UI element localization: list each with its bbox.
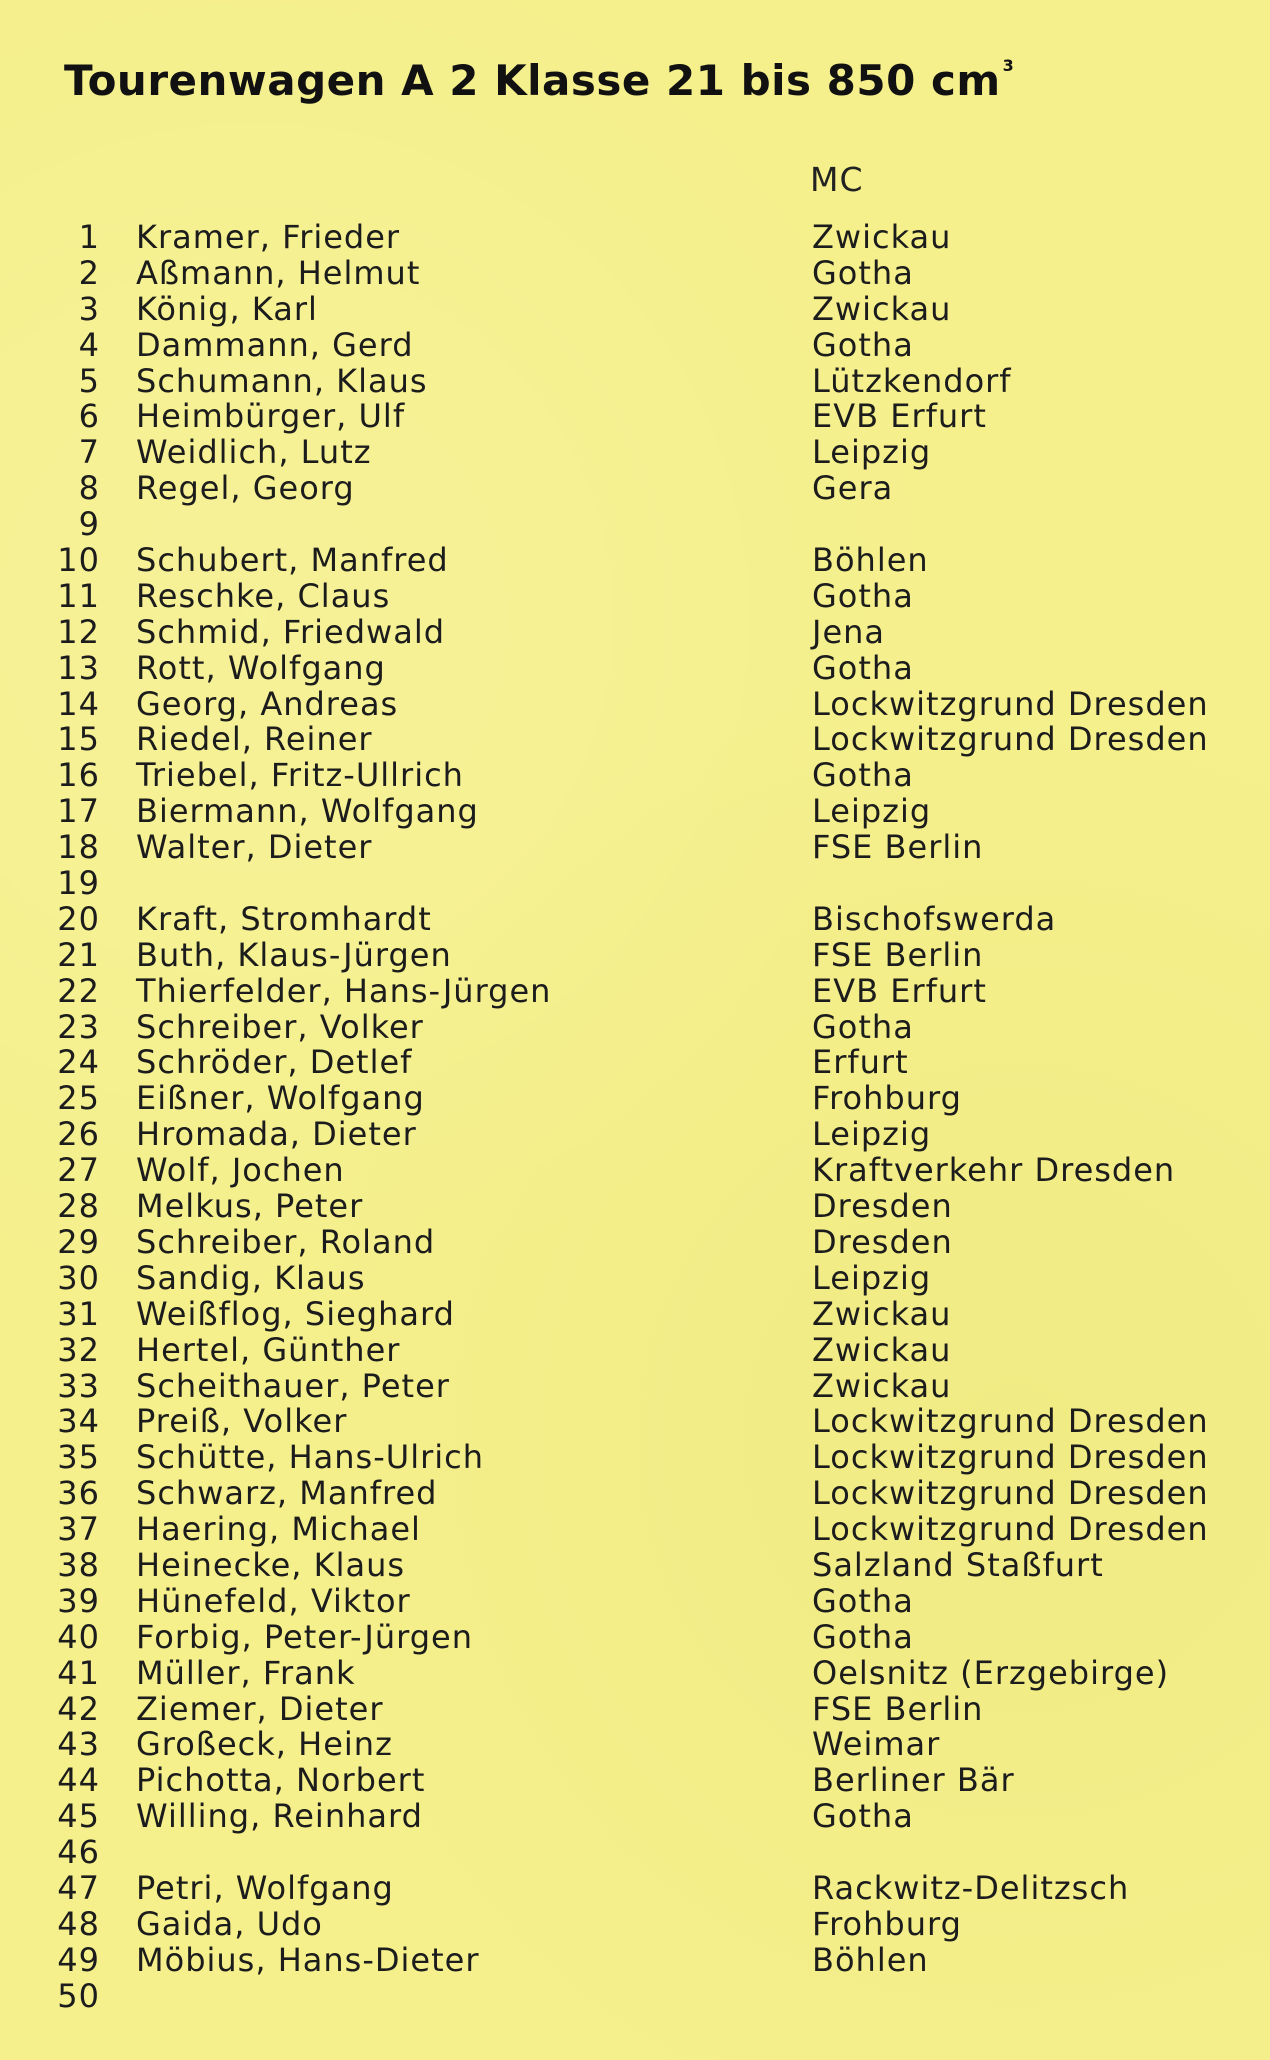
driver-name: Forbig, Peter-Jürgen: [136, 1617, 473, 1656]
driver-name: Schubert, Manfred: [136, 541, 449, 580]
driver-name: Kraft, Stromhardt: [136, 899, 432, 938]
driver-name: Großeck, Heinz: [136, 1725, 393, 1764]
club-name: FSE Berlin: [812, 828, 984, 867]
driver-name: Reschke, Claus: [136, 576, 391, 615]
driver-name: Petri, Wolfgang: [136, 1868, 394, 1907]
club-name: Jena: [812, 612, 886, 651]
entry-number: 19: [57, 864, 100, 903]
list-item: [0, 1653, 1270, 1692]
list-item: [0, 435, 1270, 471]
list-item: [0, 289, 1270, 328]
entry-number: 41: [57, 1653, 100, 1692]
entry-number: 15: [57, 720, 100, 759]
list-item: [0, 1294, 1270, 1333]
club-name: FSE Berlin: [812, 935, 984, 974]
list-item: [0, 1189, 1270, 1225]
club-name: Oelsnitz (Erzgebirge): [812, 1653, 1170, 1692]
entry-number: 47: [57, 1868, 100, 1907]
club-name: Gotha: [812, 253, 914, 292]
list-item: [0, 576, 1270, 615]
club-name: Gera: [812, 469, 894, 508]
entry-number: 17: [57, 792, 100, 831]
entry-number: 24: [57, 1043, 100, 1082]
entry-number: 46: [57, 1833, 100, 1872]
list-item: [0, 1007, 1270, 1046]
driver-name: Walter, Dieter: [136, 828, 373, 867]
driver-name: Heinecke, Klaus: [136, 1545, 406, 1584]
list-item: [0, 1330, 1270, 1369]
driver-name: Willing, Reinhard: [136, 1797, 423, 1836]
entry-number: 22: [57, 971, 100, 1010]
entry-number: 43: [57, 1725, 100, 1764]
list-item: [0, 1835, 1270, 1871]
entry-number: 27: [57, 1151, 100, 1190]
driver-name: Gaida, Udo: [136, 1904, 323, 1943]
driver-name: Schröder, Detlef: [136, 1043, 413, 1082]
club-name: Frohburg: [812, 1079, 962, 1118]
club-name: Dresden: [812, 1187, 953, 1226]
club-name: Lockwitzgrund Dresden: [812, 720, 1209, 759]
entry-number: 16: [57, 756, 100, 795]
entry-number: 42: [57, 1689, 100, 1728]
driver-name: Sandig, Klaus: [136, 1258, 366, 1297]
entry-number: 40: [57, 1617, 100, 1656]
entry-number: 34: [57, 1402, 100, 1441]
driver-name: Schütte, Hans-Ulrich: [136, 1438, 484, 1477]
list-item: [0, 543, 1270, 579]
club-name: EVB Erfurt: [812, 971, 987, 1010]
club-name: Zwickau: [812, 218, 952, 256]
club-column-header: MC: [810, 160, 864, 199]
entry-number: 9: [78, 505, 100, 544]
driver-name: Schmid, Friedwald: [136, 612, 446, 651]
club-name: Zwickau: [812, 289, 952, 328]
list-item: [0, 1222, 1270, 1261]
entry-number: 13: [57, 648, 100, 687]
list-item: [0, 866, 1270, 902]
driver-name: Weidlich, Lutz: [136, 433, 372, 472]
list-item: [0, 507, 1270, 543]
entry-number: 6: [78, 397, 100, 436]
driver-name: Aßmann, Helmut: [136, 253, 421, 292]
title-text: Tourenwagen A 2 Klasse 21 bis 850 cm: [64, 56, 1001, 105]
driver-name: Hromada, Dieter: [136, 1115, 417, 1154]
list-item: [0, 253, 1270, 292]
entry-number: 37: [57, 1510, 100, 1549]
club-name: Leipzig: [812, 433, 932, 472]
list-item: [0, 1081, 1270, 1117]
club-name: Frohburg: [812, 1904, 962, 1943]
entry-number: 33: [57, 1366, 100, 1405]
list-item: [0, 1545, 1270, 1584]
club-name: Zwickau: [812, 1366, 952, 1405]
club-name: Leipzig: [812, 792, 932, 831]
list-item: [0, 1404, 1270, 1440]
list-item: [0, 830, 1270, 866]
entry-number: 8: [78, 469, 100, 508]
club-name: Lockwitzgrund Dresden: [812, 1438, 1209, 1477]
entry-number: 7: [78, 433, 100, 472]
list-item: [0, 684, 1270, 723]
driver-name: Weißflog, Sieghard: [136, 1294, 455, 1333]
driver-name: Melkus, Peter: [136, 1187, 364, 1226]
club-name: Gotha: [812, 648, 914, 687]
club-name: Berliner Bär: [812, 1761, 1015, 1800]
driver-name: Scheithauer, Peter: [136, 1366, 450, 1405]
entry-number: 12: [57, 612, 100, 651]
list-item: [0, 648, 1270, 687]
list-item: [0, 935, 1270, 974]
entry-number: 2: [78, 253, 100, 292]
driver-name: Hertel, Günther: [136, 1330, 401, 1369]
list-item: [0, 1976, 1270, 2015]
list-item: [0, 1799, 1270, 1835]
entry-number: 32: [57, 1330, 100, 1369]
club-name: Zwickau: [812, 1294, 952, 1333]
entry-number: 29: [57, 1222, 100, 1261]
list-item: [0, 1940, 1270, 1979]
list-item: [0, 325, 1270, 364]
entry-number: 18: [57, 828, 100, 867]
club-name: Lockwitzgrund Dresden: [812, 684, 1209, 723]
list-item: [0, 1440, 1270, 1476]
list-item: [0, 971, 1270, 1010]
club-name: Gotha: [812, 576, 914, 615]
driver-name: Preiß, Volker: [136, 1402, 348, 1441]
driver-name: Schwarz, Manfred: [136, 1474, 438, 1513]
driver-name: Georg, Andreas: [136, 684, 399, 723]
entry-number: 3: [78, 289, 100, 328]
list-item: [0, 1617, 1270, 1656]
driver-name: Pichotta, Norbert: [136, 1761, 426, 1800]
list-item: [0, 1258, 1270, 1297]
entry-number: 25: [57, 1079, 100, 1118]
entry-number: 14: [57, 684, 100, 723]
list-item: [0, 1763, 1270, 1799]
driver-name: Kramer, Frieder: [136, 218, 401, 256]
club-name: Rackwitz-Delitzsch: [812, 1868, 1130, 1907]
driver-name: Biermann, Wolfgang: [136, 792, 479, 831]
driver-name: Regel, Georg: [136, 469, 355, 508]
entry-number: 23: [57, 1007, 100, 1046]
list-item: [0, 1045, 1270, 1081]
entry-number: 38: [57, 1545, 100, 1584]
list-item: [0, 758, 1270, 794]
club-name: Gotha: [812, 1007, 914, 1046]
entry-number: 1: [78, 218, 100, 256]
entry-number: 39: [57, 1581, 100, 1620]
driver-name: Müller, Frank: [136, 1653, 356, 1692]
club-name: Zwickau: [812, 1330, 952, 1369]
entry-number: 20: [57, 899, 100, 938]
driver-name: Triebel, Fritz-Ullrich: [136, 756, 464, 795]
club-name: Gotha: [812, 1797, 914, 1836]
entry-number: 31: [57, 1294, 100, 1333]
entry-number: 50: [57, 1976, 100, 2015]
list-item: [0, 1868, 1270, 1907]
club-name: EVB Erfurt: [812, 397, 987, 436]
driver-name: Haering, Michael: [136, 1510, 421, 1549]
driver-name: Wolf, Jochen: [136, 1151, 345, 1190]
list-item: [0, 220, 1270, 256]
club-name: Bischofswerda: [812, 899, 1057, 938]
driver-name: Heimbürger, Ulf: [136, 397, 406, 436]
driver-name: Schreiber, Volker: [136, 1007, 424, 1046]
driver-name: Buth, Klaus-Jürgen: [136, 935, 452, 974]
driver-name: Eißner, Wolfgang: [136, 1079, 425, 1118]
club-name: Kraftverkehr Dresden: [812, 1151, 1176, 1190]
list-item: [0, 1117, 1270, 1153]
entry-number: 45: [57, 1797, 100, 1836]
list-item: [0, 1689, 1270, 1728]
entry-number: 49: [57, 1940, 100, 1979]
list-item: [0, 1366, 1270, 1405]
entry-number: 26: [57, 1115, 100, 1154]
list-item: [0, 1727, 1270, 1763]
list-item: [0, 612, 1270, 651]
driver-name: Dammann, Gerd: [136, 325, 414, 364]
entry-number: 21: [57, 935, 100, 974]
list-item: [0, 1512, 1270, 1548]
club-name: Lockwitzgrund Dresden: [812, 1402, 1209, 1441]
club-name: Lützkendorf: [812, 361, 1012, 400]
club-name: Gotha: [812, 1581, 914, 1620]
list-item: [0, 1153, 1270, 1189]
club-name: Lockwitzgrund Dresden: [812, 1510, 1209, 1549]
driver-name: Möbius, Hans-Dieter: [136, 1940, 480, 1979]
club-name: Gotha: [812, 1617, 914, 1656]
driver-name: Schumann, Klaus: [136, 361, 428, 400]
club-name: Gotha: [812, 756, 914, 795]
list-item: [0, 471, 1270, 507]
club-name: Böhlen: [812, 541, 929, 580]
entry-number: 36: [57, 1474, 100, 1513]
list-item: [0, 399, 1270, 435]
entry-list: [0, 220, 1270, 2015]
entry-number: 4: [78, 325, 100, 364]
list-item: [0, 794, 1270, 830]
driver-name: Schreiber, Roland: [136, 1222, 436, 1261]
entry-number: 11: [57, 576, 100, 615]
list-item: [0, 1904, 1270, 1943]
entry-number: 28: [57, 1187, 100, 1226]
club-name: Erfurt: [812, 1043, 909, 1082]
list-item: [0, 361, 1270, 400]
club-name: Leipzig: [812, 1258, 932, 1297]
club-name: Salzland Staßfurt: [812, 1545, 1104, 1584]
club-name: Leipzig: [812, 1115, 932, 1154]
entry-number: 44: [57, 1761, 100, 1800]
club-name: FSE Berlin: [812, 1689, 984, 1728]
list-item: [0, 899, 1270, 938]
entry-number: 30: [57, 1258, 100, 1297]
club-name: Lockwitzgrund Dresden: [812, 1474, 1209, 1513]
club-name: Dresden: [812, 1222, 953, 1261]
driver-name: Riedel, Reiner: [136, 720, 373, 759]
driver-name: Thierfelder, Hans-Jürgen: [136, 971, 552, 1010]
list-item: [0, 1581, 1270, 1620]
entry-number: 35: [57, 1438, 100, 1477]
driver-name: Hünefeld, Viktor: [136, 1581, 411, 1620]
driver-name: Ziemer, Dieter: [136, 1689, 384, 1728]
club-name: Böhlen: [812, 1940, 929, 1979]
entry-number: 48: [57, 1904, 100, 1943]
driver-name: König, Karl: [136, 289, 318, 328]
driver-name: Rott, Wolfgang: [136, 648, 386, 687]
list-item: [0, 1476, 1270, 1512]
page-title: [64, 56, 1014, 105]
entry-number: 10: [57, 541, 100, 580]
list-item: [0, 722, 1270, 758]
club-name: Gotha: [812, 325, 914, 364]
entry-number: 5: [78, 361, 100, 400]
title-superscript: 3: [1002, 56, 1015, 75]
club-name: Weimar: [812, 1725, 941, 1764]
